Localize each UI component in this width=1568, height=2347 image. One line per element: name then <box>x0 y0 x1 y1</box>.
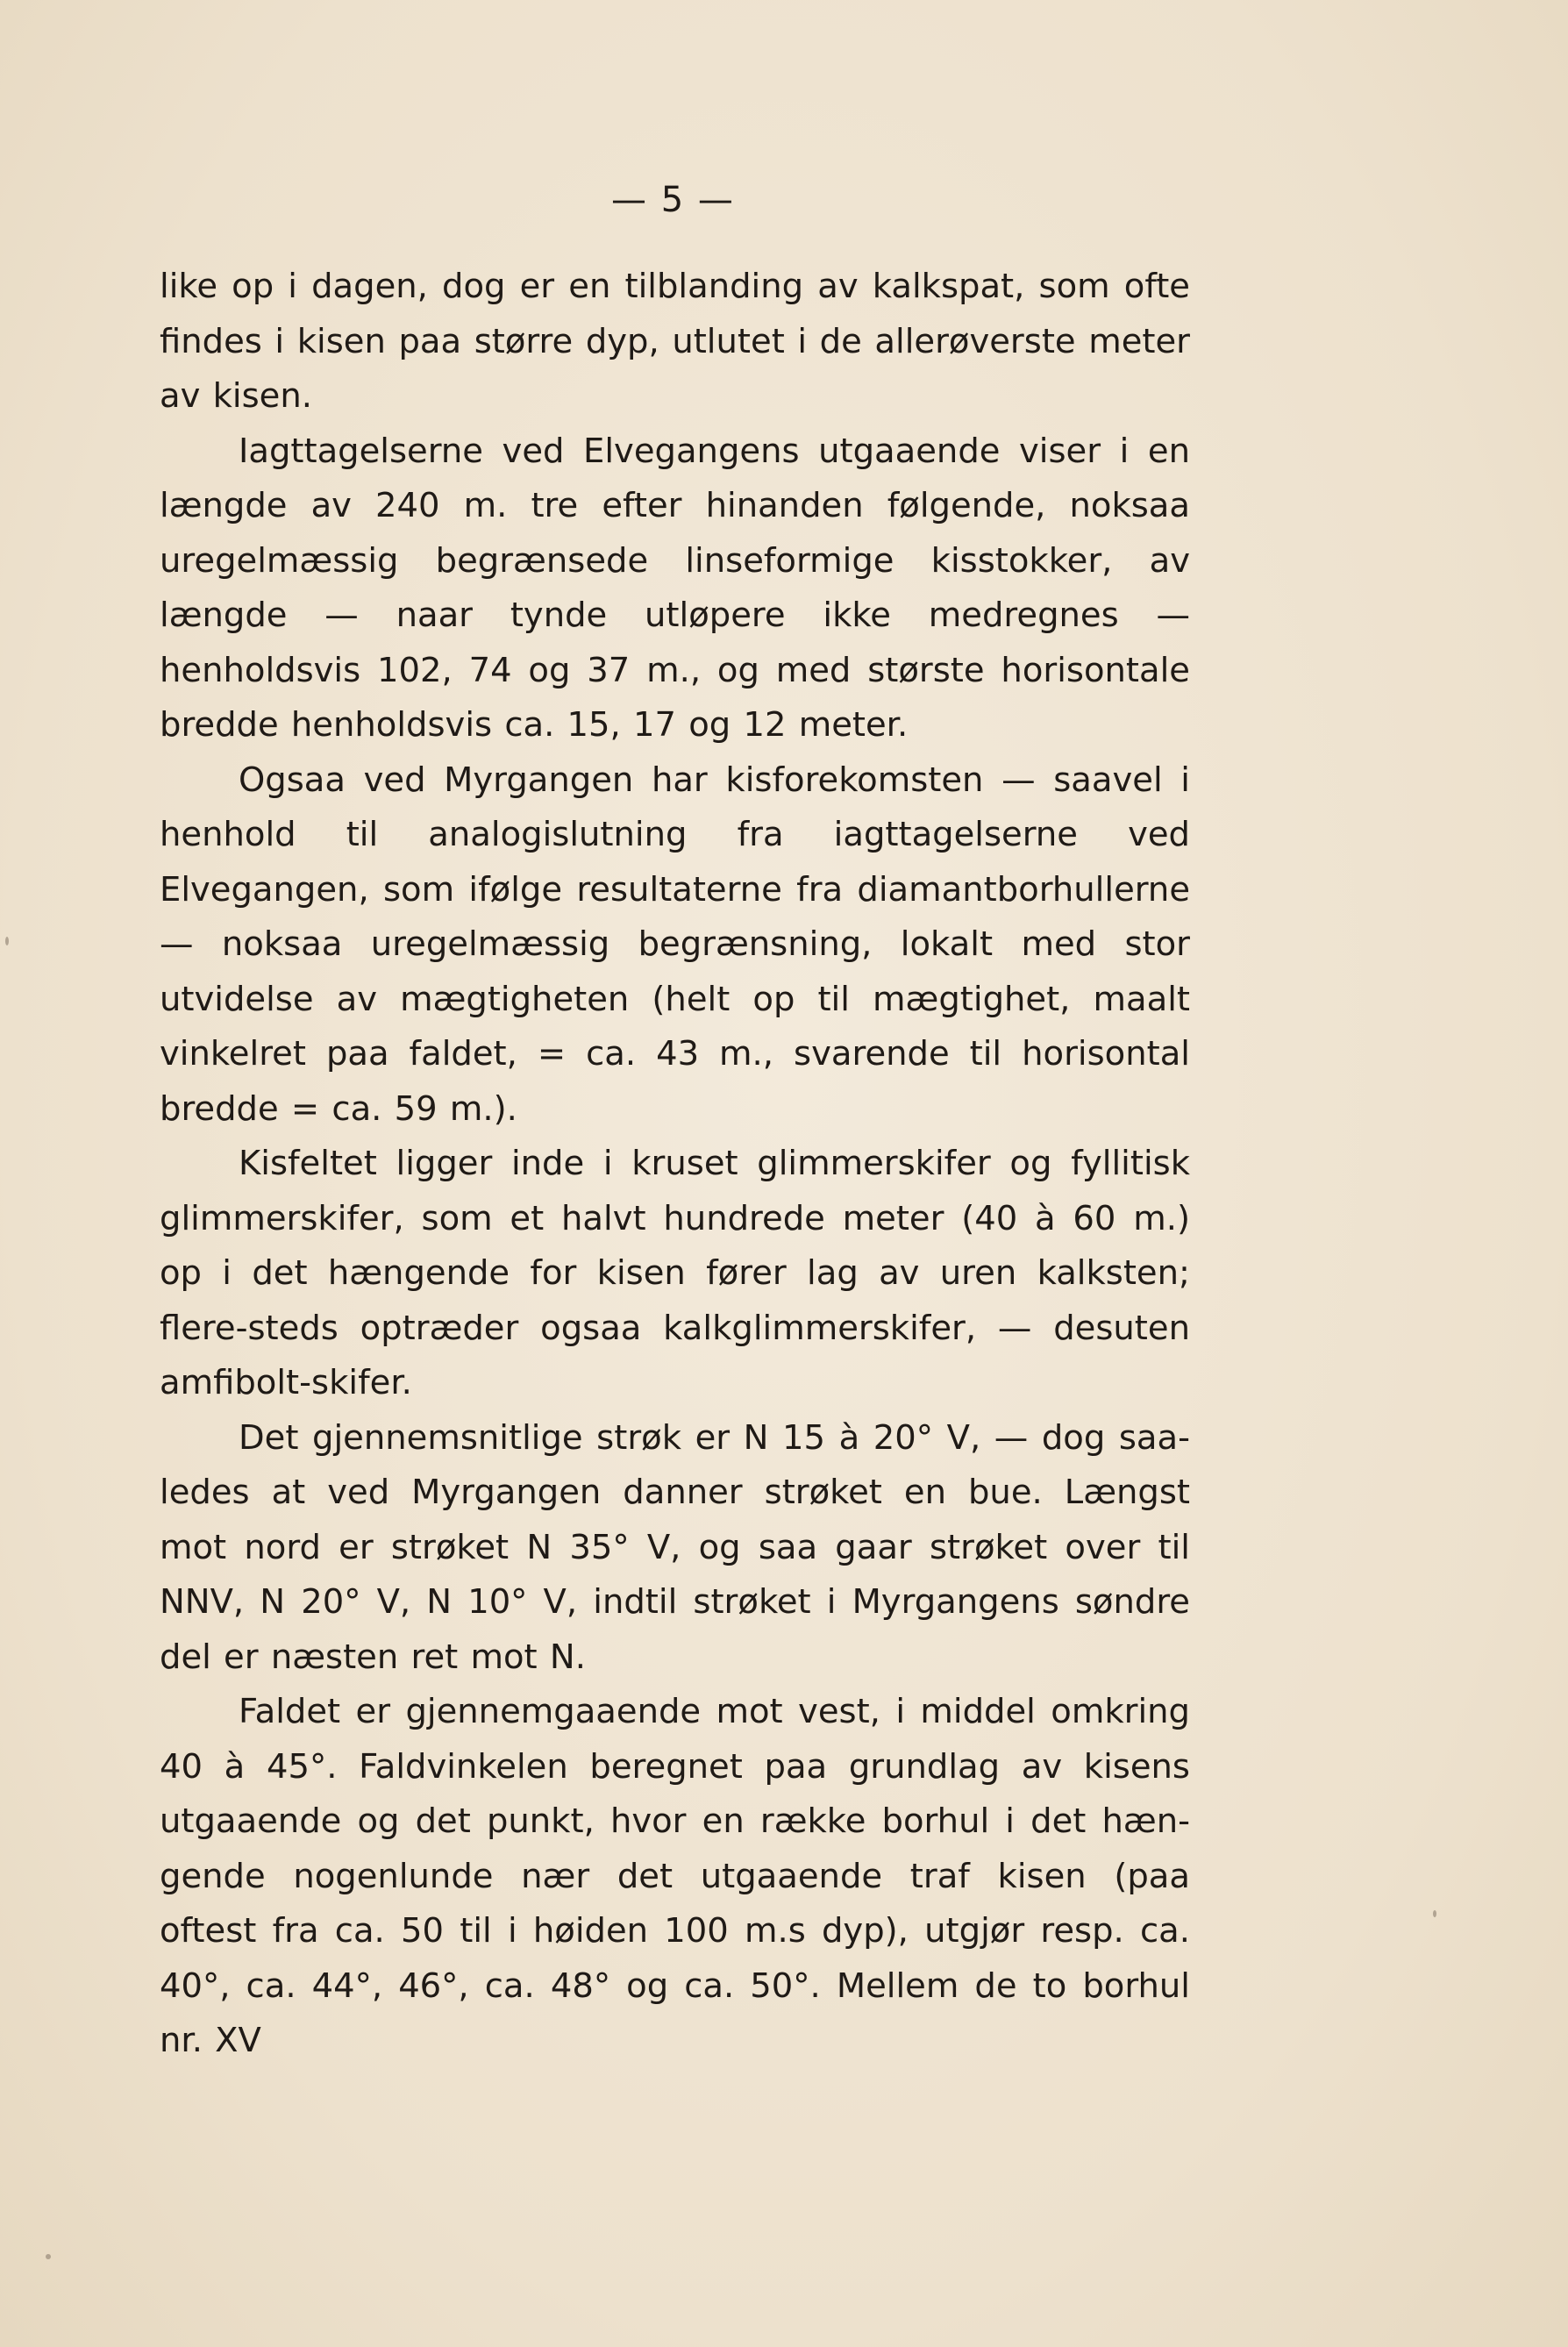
paper-speck <box>46 2254 51 2259</box>
paragraph-1: like op i dagen, dog er en tilblanding av kalkspat, som ofte findes i kisen paa større dyp, utlutet i de allerøverste meter av kisen. <box>160 267 1190 416</box>
body-text <box>160 260 1190 2069</box>
paragraph-2: Iagttagelserne ved Elvegangens utgaaende viser i en længde av 240 m. tre efter hinanden følgende, noksaa uregelmæssig begrænsede linseformige kisstokker, av længde — naar tynde utløpere ikke medregnes — henholdsvis 102, 74 og 37 m., og med største horisontale bredde henholdsvis ca. 15, 17 og 12 meter. <box>160 431 1190 745</box>
page-number: — 5 — <box>611 180 735 220</box>
paragraph-4: Kisfeltet ligger inde i kruset glimmerskifer og fyllitisk glimmerskifer, som et halvt hundrede meter (40 à 60 m.) op i det hængende for kisen fører lag av uren kalksten; flere-steds optræder ogsaa kalkglimmerskifer, — desuten amfibolt-skifer. <box>160 1144 1190 1402</box>
paper-speck <box>5 937 9 945</box>
paragraph-5: Det gjennemsnitlige strøk er N 15 à 20° V, — dog saa-ledes at ved Myrgangen danner strøket en bue. Længst mot nord er strøket N 35° V, og saa gaar strøket over til NNV, N 20° V, N 10° V, indtil strøket i Myrgangens søndre del er næsten ret mot N. <box>160 1417 1190 1677</box>
paper-speck <box>1433 1910 1436 1917</box>
paragraph-3: Ogsaa ved Myrgangen har kisforekomsten — saavel i henhold til analogislutning fra iagttagelserne ved Elvegangen, som ifølge resultaterne fra diamantborhullerne — noksaa uregelmæssig begrænsning, lokalt med stor utvidelse av mægtigheten (helt op til mægtighet, maalt vinkelret paa faldet, = ca. 43 m., svarende til horisontal bredde = ca. 59 m.). <box>160 760 1190 1129</box>
paragraph-6: Faldet er gjennemgaaende mot vest, i middel omkring 40 à 45°. Faldvinkelen beregnet paa grundlag av kisens utgaaende og det punkt, hvor en række borhul i det hæn-gende nogenlunde nær det utgaaende traf kisen (paa oftest fra ca. 50 til i høiden 100 m.s dyp), utgjør resp. ca. 40°, ca. 44°, 46°, ca. 48° og ca. 50°. Mellem de to borhul nr. XV <box>160 1692 1190 2060</box>
